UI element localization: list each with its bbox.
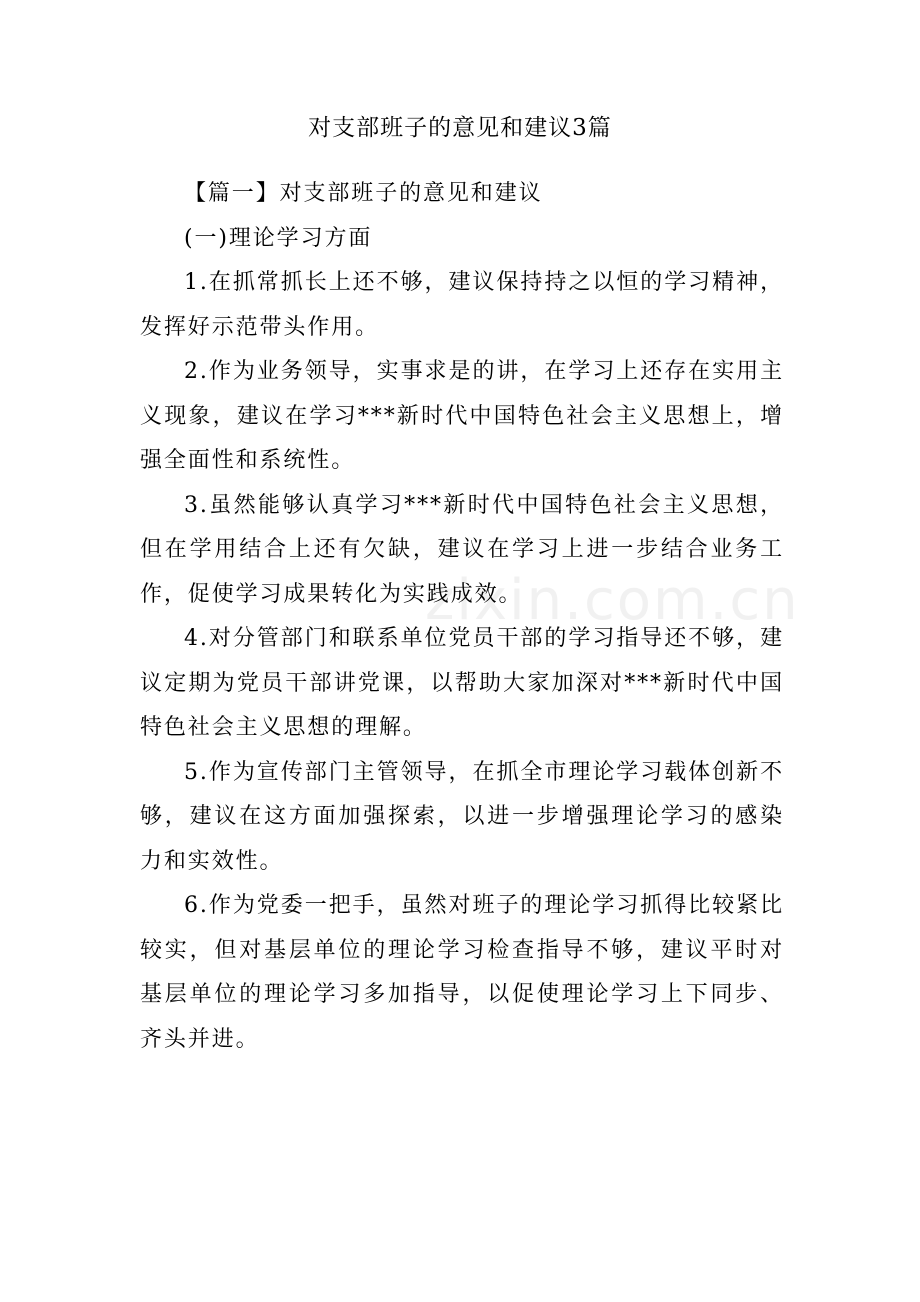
paragraph-3: 3.虽然能够认真学习***新时代中国特色社会主义思想，但在学用结合上还有欠缺，建议在学习上进一步结合业务工作，促使学习成果转化为实践成效。 (140, 492, 784, 607)
part-heading: 【篇一】对支部班子的意见和建议 (184, 181, 543, 206)
document-body (140, 172, 784, 1062)
document-title: 对支部班子的意见和建议3篇 (308, 115, 612, 141)
section-heading: (一)理论学习方面 (184, 225, 373, 251)
paragraph-6: 6.作为党委一把手，虽然对班子的理论学习抓得比较紧比较实，但对基层单位的理论学习检查指导不够，建议平时对基层单位的理论学习多加指导，以促使理论学习上下同步、齐头并进。 (140, 893, 784, 1052)
paragraph-5: 5.作为宣传部门主管领导，在抓全市理论学习载体创新不够，建议在这方面加强探索，以进一步增强理论学习的感染力和实效性。 (140, 759, 784, 874)
watermark: zixin.com.cn (425, 568, 800, 633)
paragraph-4: 4.对分管部门和联系单位党员干部的学习指导还不够，建议定期为党员干部讲党课，以帮助大家加深对***新时代中国特色社会主义思想的理解。 (140, 626, 784, 740)
paragraph-1: 1.在抓常抓长上还不够，建议保持持之以恒的学习精神，发挥好示范带头作用。 (140, 270, 784, 340)
paragraph-2: 2.作为业务领导，实事求是的讲，在学习上还存在实用主义现象，建议在学习***新时代中国特色社会主义思想上，增强全面性和系统性。 (140, 359, 784, 473)
